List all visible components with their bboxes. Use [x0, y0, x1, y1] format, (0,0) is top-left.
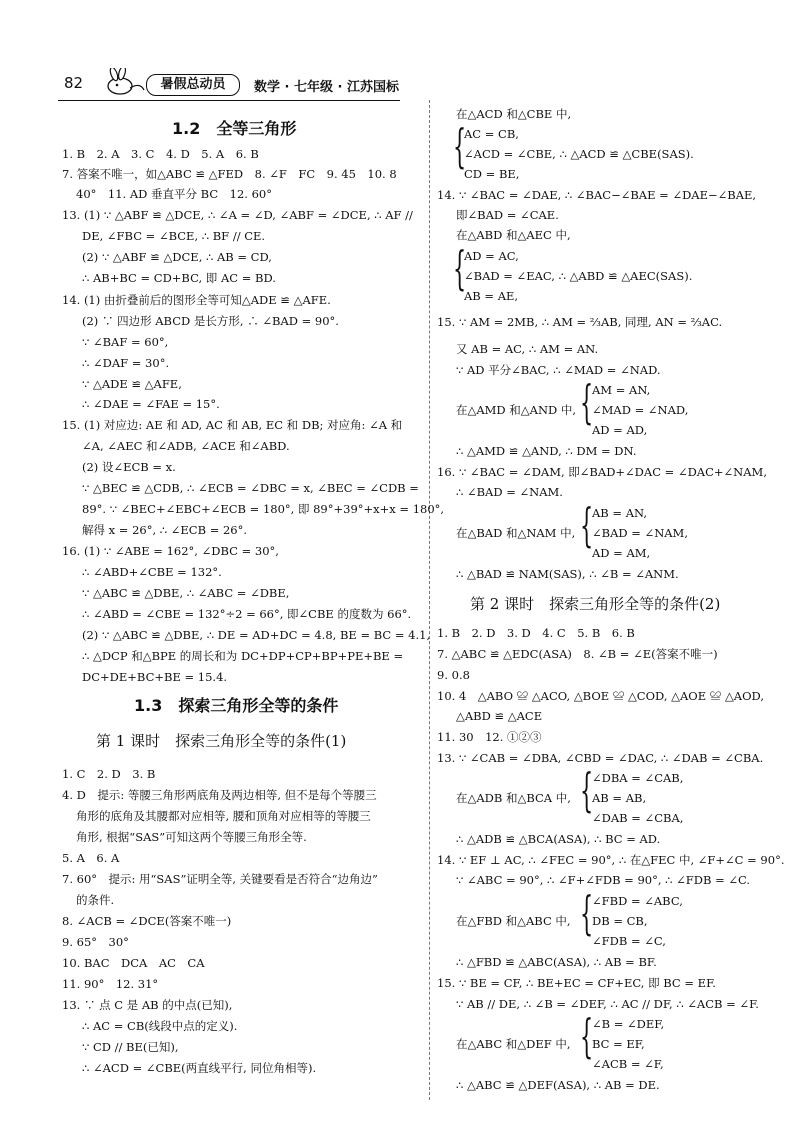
answer-line: 8. ∠ACB = ∠DCE(答案不唯一) [62, 914, 232, 928]
answer-line: 在△ADB 和△BCA 中, [456, 791, 571, 805]
answer-line: ∠BAD = ∠EAC, ∴ △ABD ≌ △AEC(SAS). [464, 269, 693, 283]
answer-line: (2) ∵ △ABC ≌ △DBE, ∴ DE = AD+DC = 4.8, BE = BC = 4.1, [82, 628, 431, 642]
answer-line: 4. D 提示: 等腰三角形两底角及两边相等, 但不是每个等腰三 [62, 788, 377, 802]
answer-line: (2) ∵ △ABF ≌ △DCE, ∴ AB = CD, [82, 250, 272, 264]
answer-line: 13. ∵ ∠CAB = ∠DBA, ∠CBD = ∠DAC, ∴ ∠DAB = ∠CBA. [437, 751, 764, 765]
answer-line: AD = AD, [592, 423, 648, 437]
answer-line: AD = AM, [592, 546, 651, 560]
answer-line: AB = AE, [464, 289, 519, 303]
section-title-1-2: 1.2 全等三角形 [172, 119, 297, 138]
rabbit-mascot-icon [100, 68, 146, 98]
answer-line: ∵ △ADE ≌ △AFE, [82, 377, 182, 391]
lesson-title-2: 第 2 课时 探索三角形全等的条件(2) [470, 595, 721, 613]
answer-line: 即∠BAD = ∠CAE. [456, 208, 559, 222]
answer-line: 11. 30 12. ①②③ [437, 730, 542, 744]
answer-line: 1. B 2. D 3. D 4. C 5. B 6. B [437, 626, 635, 640]
brace-mark: { [580, 498, 594, 552]
brace-mark: { [580, 1009, 594, 1063]
answer-line: 14. ∵ ∠BAC = ∠DAE, ∴ ∠BAC−∠BAE = ∠DAE−∠BAE, [437, 188, 757, 202]
subject-label: 数学 · 七年级 · 江苏国标 [254, 80, 399, 95]
answer-line: 15. ∵ BE = CF, ∴ BE+EC = CF+EC, 即 BC = EF. [437, 976, 716, 990]
answer-line: 9. 65° 30° [62, 935, 129, 949]
answer-line: 7. △ABC ≌ △EDC(ASA) 8. ∠B = ∠E(答案不唯一) [437, 647, 718, 661]
answer-line: 在△ABD 和△AEC 中, [456, 228, 571, 242]
section-title-1-3: 1.3 探索三角形全等的条件 [134, 696, 339, 715]
page-header [58, 72, 400, 98]
answer-line: (2) 设∠ECB = x. [82, 460, 176, 474]
answer-line: 的条件. [76, 893, 115, 907]
lesson-title-1: 第 1 课时 探索三角形全等的条件(1) [96, 732, 347, 750]
answer-line: ∴ △BAD ≌ NAM(SAS), ∴ ∠B = ∠ANM. [456, 567, 679, 581]
answer-line: ∵ AB // DE, ∴ ∠B = ∠DEF, ∴ AC // DF, ∴ ∠ACB = ∠F. [456, 997, 759, 1011]
answer-line: 5. A 6. A [62, 851, 120, 865]
column-divider [429, 100, 430, 1100]
answer-line: 14. (1) 由折叠前后的图形全等可知△ADE ≌ △AFE. [62, 293, 331, 307]
answer-line: ∴ △ADB ≌ △BCA(ASA), ∴ BC = AD. [456, 832, 661, 846]
answer-line: ∠ACB = ∠F, [592, 1057, 664, 1071]
answer-line: 16. (1) ∵ ∠ABE = 162°, ∠DBC = 30°, [62, 544, 279, 558]
answer-line: ∠MAD = ∠NAD, [592, 403, 689, 417]
answer-line: ∵ △BEC ≌ △CDB, ∴ ∠ECB = ∠DBC = x, ∠BEC = ∠CDB = [82, 481, 419, 495]
answer-line: ∴ ∠DAE = ∠FAE = 15°. [82, 397, 220, 411]
answer-line: 40° 11. AD 垂直平分 BC 12. 60° [76, 187, 272, 201]
answer-line: 13. (1) ∵ △ABF ≌ △DCE, ∴ ∠A = ∠D, ∠ABF = ∠DCE, ∴ AF // [62, 208, 413, 222]
answer-line: DC+DE+BC+BE = 15.4. [82, 670, 228, 684]
answer-line: ∠FDB = ∠C, [592, 934, 666, 948]
answer-line: ∵ AD 平分∠BAC, ∴ ∠MAD = ∠NAD. [456, 363, 661, 377]
answer-line: AB = AN, [592, 506, 647, 520]
header-rule [58, 100, 400, 101]
answer-line: ∴ △AMD ≌ △AND, ∴ DM = DN. [456, 444, 637, 458]
answer-line: AD = AC, [464, 249, 519, 263]
answer-line: 在△AMD 和△AND 中, [456, 403, 577, 417]
answer-line: ∠FBD = ∠ABC, [592, 894, 683, 908]
answer-line: 解得 x = 26°, ∴ ∠ECB = 26°. [82, 523, 248, 537]
answer-line: ∠A, ∠AEC 和∠ADB, ∠ACE 和∠ABD. [82, 439, 290, 453]
answer-line: ∵ △ABC ≌ △DBE, ∴ ∠ABC = ∠DBE, [82, 586, 290, 600]
answer-line: ∴ ∠DAF = 30°. [82, 356, 170, 370]
brace-mark: { [453, 119, 467, 173]
page-number: 82 [64, 74, 84, 92]
brace-mark: { [580, 375, 594, 429]
answer-line: AM = AN, [592, 383, 651, 397]
answer-line: ∴ ∠ACD = ∠CBE(两直线平行, 同位角相等). [82, 1061, 317, 1075]
answer-line: 89°. ∵ ∠BEC+∠EBC+∠ECB = 180°, 即 89°+39°+x+x = 180°, [82, 502, 445, 516]
answer-line: ∴ ∠ABD = ∠CBE = 132°÷2 = 66°, 即∠CBE 的度数为 66°. [82, 607, 412, 621]
answer-line: ∴ △ABC ≌ △DEF(ASA), ∴ AB = DE. [456, 1078, 660, 1092]
answer-line: ∴ ∠ABD+∠CBE = 132°. [82, 565, 222, 579]
answer-line: 13. ∵ 点 C 是 AB 的中点(已知), [62, 998, 233, 1012]
answer-line: ∠DBA = ∠CAB, [592, 771, 684, 785]
answer-line: ∴ ∠BAD = ∠NAM. [456, 485, 563, 499]
answer-line: ∠BAD = ∠NAM, [592, 526, 688, 540]
answer-line: 7. 答案不唯一，如△ABC ≌ △FED 8. ∠F FC 9. 45 10. 8 [62, 167, 397, 181]
brace-mark: { [580, 763, 594, 817]
answer-line: ∴ △FBD ≌ △ABC(ASA), ∴ AB = BF. [456, 955, 657, 969]
answer-line: 10. 4 △ABO ≌ △ACO, △BOE ≌ △COD, △AOE ≌ △AOD, [437, 689, 764, 703]
answer-line: 在△ABC 和△DEF 中, [456, 1037, 571, 1051]
answer-line: 角形的底角及其腰都对应相等, 腰和顶角对应相等的等腰三 [76, 809, 371, 823]
answer-line: DE, ∠FBC = ∠BCE, ∴ BF // CE. [82, 229, 266, 243]
answer-line: 7. 60° 提示: 用“SAS”证明全等, 关键要看是否符合“边角边” [62, 872, 378, 886]
answer-line: ∵ ∠BAF = 60°, [82, 335, 169, 349]
answer-line: 1. C 2. D 3. B [62, 767, 156, 781]
book-title-badge: 暑假总动员 [146, 74, 240, 96]
answer-line: △ABD ≌ △ACE [456, 709, 543, 723]
answer-line: 16. ∵ ∠BAC = ∠DAM, 即∠BAD+∠DAC = ∠DAC+∠NAM, [437, 465, 767, 479]
answer-line: ∴ △DCP 和△BPE 的周长和为 DC+DP+CP+BP+PE+BE = [82, 649, 404, 663]
answer-line: ∠B = ∠DEF, [592, 1017, 665, 1031]
answer-line: 又 AB = AC, ∴ AM = AN. [456, 342, 599, 356]
answer-line: 11. 90° 12. 31° [62, 977, 159, 991]
answer-line: ∵ ∠ABC = 90°, ∴ ∠F+∠FDB = 90°, ∴ ∠FDB = ∠C. [456, 873, 751, 887]
answer-line: 9. 0.8 [437, 668, 470, 682]
answer-line: (2) ∵ 四边形 ABCD 是长方形, ∴ ∠BAD = 90°. [82, 314, 339, 328]
answer-line: DB = CB, [592, 914, 648, 928]
answer-line: 15. ∵ AM = 2MB, ∴ AM = ⅔AB, 同理, AN = ⅔AC. [437, 315, 723, 329]
answer-line: ∵ CD // BE(已知), [82, 1040, 179, 1054]
answer-line: 在△BAD 和△NAM 中, [456, 526, 576, 540]
answer-line: 10. BAC DCA AC CA [62, 956, 205, 970]
answer-line: ∴ AB+BC = CD+BC, 即 AC = BD. [82, 271, 276, 285]
brace-mark: { [453, 241, 467, 295]
answer-line: 14. ∵ EF ⊥ AC, ∴ ∠FEC = 90°, ∴ 在△FEC 中, ∠F+∠C = 90°. [437, 853, 785, 867]
answer-line: AB = AB, [592, 791, 647, 805]
answer-line: ∴ AC = CB(线段中点的定义). [82, 1019, 238, 1033]
answer-line: AC = CB, [464, 127, 519, 141]
answer-line: 15. (1) 对应边: AE 和 AD, AC 和 AB, EC 和 DB; 对应角: ∠A 和 [62, 418, 403, 432]
answer-line: 在△FBD 和△ABC 中, [456, 914, 571, 928]
answer-line: 在△ACD 和△CBE 中, [456, 107, 572, 121]
answer-line: BC = EF, [592, 1037, 645, 1051]
answer-line: 角形, 根据“SAS”可知这两个等腰三角形全等. [76, 830, 307, 844]
brace-mark: { [580, 886, 594, 940]
answer-line: ∠DAB = ∠CBA, [592, 811, 684, 825]
answer-line: CD = BE, [464, 167, 520, 181]
answer-line: ∠ACD = ∠CBE, ∴ △ACD ≌ △CBE(SAS). [464, 147, 694, 161]
answer-line: 1. B 2. A 3. C 4. D 5. A 6. B [62, 147, 259, 161]
